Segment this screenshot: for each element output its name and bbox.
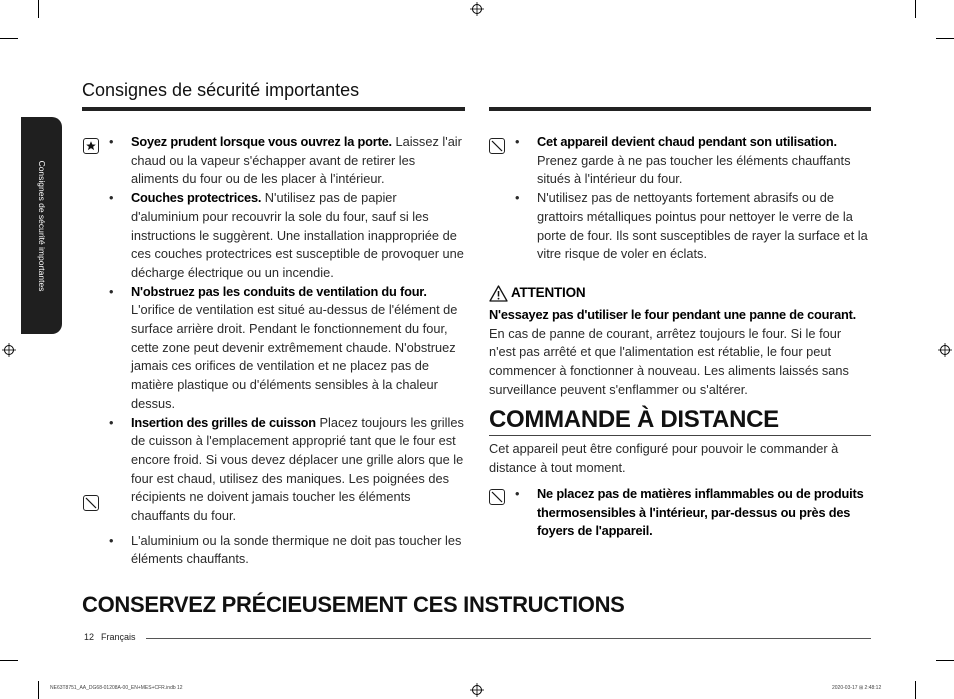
footer-rule (146, 638, 871, 639)
prohibition-icon (489, 489, 505, 505)
item-text: L'orifice de ventilation est situé au-dessus de l'élément de surface arrière droit. Pendant le fonctionnement du four, cette zone peut devenir extrêmement chaude. N'obstruez jamais ces orifices de ventilation et ne placez pas de matière plastique ou d'éléments sensibles à la chaleur dessus. (131, 302, 458, 411)
item-bold: N'obstruez pas les conduits de ventilation du four. (131, 283, 427, 299)
remote-intro: Cet appareil peut être configuré pour pouvoir le commander à distance à tout moment. (489, 441, 839, 475)
list-item (109, 414, 465, 526)
section-rule-right (489, 107, 871, 111)
attention-text (489, 306, 871, 400)
bullet: • (109, 283, 114, 299)
item-text: Prenez garde à ne pas toucher les éléments chauffants situés à l'intérieur du four. (537, 152, 851, 187)
item-text: N'utilisez pas de papier d'aluminium pour recouvrir la sole du four, sauf si les instructions le suggèrent. Une installation inappropriée de ces couches protectrices est susceptible de provoquer une décharge électrique ou un incendie. (131, 190, 464, 280)
list-item (109, 133, 465, 189)
bullet: • (515, 134, 520, 149)
side-tab-label: Consignes de sécurité importantes (36, 160, 47, 291)
crop-mark (38, 0, 39, 18)
section-rule-left (82, 107, 465, 111)
print-date-info: 2020-03-17 ⊞ 2:48:12 (832, 685, 882, 691)
item-text: Placez toujours les grilles de cuisson à l'emplacement approprié tant que le four est encore froid. Si vous devez déplacer une grille alors que le four est chaud, utilisez des maniques. Les poignées des récipients ne doivent jamais toucher les éléments chauffants du four. (131, 414, 464, 524)
crop-mark (936, 660, 954, 661)
crop-mark (936, 38, 954, 39)
item-text: N'utilisez pas de nettoyants fortement abrasifs ou de grattoirs métalliques pointus pour nettoyer le verre de la porte de four. Ils sont susceptibles de rayer la surface et la vitre risque de voler en éclats. (537, 190, 868, 262)
list-item (109, 532, 465, 569)
bullet: • (515, 190, 520, 206)
registration-mark-icon (470, 683, 484, 697)
list-item (515, 189, 871, 264)
item-bold: Cet appareil devient chaud pendant son utilisation. (537, 134, 837, 149)
warning-triangle-icon (489, 285, 508, 302)
remote-title: COMMANDE À DISTANCE (489, 406, 779, 433)
side-chapter-tab (21, 117, 62, 334)
right-column-top (515, 133, 871, 264)
item-bold: Insertion des grilles de cuisson (131, 414, 316, 430)
keep-instructions-title: CONSERVEZ PRÉCIEUSEMENT CES INSTRUCTIONS (82, 592, 625, 617)
left-column (109, 133, 465, 569)
crop-mark (915, 681, 916, 699)
list-item (109, 283, 465, 414)
page-number: 12 (84, 632, 95, 642)
attention-body: En cas de panne de courant, arrêtez toujours le four. Si le four n'est pas arrêté et que l'alimentation est rétablie, le four peut commencer à fonctionner à nouveau. Les aliments laissés sans surveillance peuvent s'enflammer ou s'altérer. (489, 325, 849, 397)
registration-mark-icon (2, 343, 16, 357)
section-title: Consignes de sécurité importantes (82, 80, 360, 100)
crop-mark (0, 38, 18, 39)
prohibition-icon (489, 138, 505, 154)
item-bold: Ne placez pas de matières inflammables ou de produits thermosensibles à l'intérieur, par-dessus ou près des foyers de l'appareil. (537, 486, 864, 539)
attention-bold: N'essayez pas d'utiliser le four pendant une panne de courant. (489, 307, 857, 322)
bullet: • (515, 486, 520, 501)
registration-mark-icon (470, 2, 484, 16)
bullet: • (109, 532, 114, 548)
attention-label: ATTENTION (511, 285, 586, 300)
item-text: Laissez l'air chaud ou la vapeur s'échapper avant de retirer les aliments du four ou de les placer à l'intérieur. (131, 134, 462, 187)
prohibition-icon (83, 495, 99, 511)
bullet: • (109, 190, 114, 206)
footer-language: Français (101, 632, 136, 642)
list-item (515, 485, 871, 541)
bullet: • (109, 134, 114, 149)
remote-list (515, 485, 871, 541)
list-item (515, 133, 871, 189)
crop-mark (38, 681, 39, 699)
list-item (109, 189, 465, 283)
item-bold: Couches protectrices. (131, 190, 262, 206)
crop-mark (915, 0, 916, 18)
print-file-info: NE63T8751_AA_DG68-01208A-00_EN+MES+CFR.indb 12 (50, 685, 183, 691)
item-bold: Soyez prudent lorsque vous ouvrez la porte. (131, 134, 392, 149)
star-note-icon (83, 138, 99, 154)
registration-mark-icon (938, 343, 952, 357)
bullet: • (109, 414, 114, 430)
item-text: L'aluminium ou la sonde thermique ne doit pas toucher les éléments chauffants. (131, 532, 462, 567)
crop-mark (0, 660, 18, 661)
remote-title-rule (489, 435, 871, 436)
